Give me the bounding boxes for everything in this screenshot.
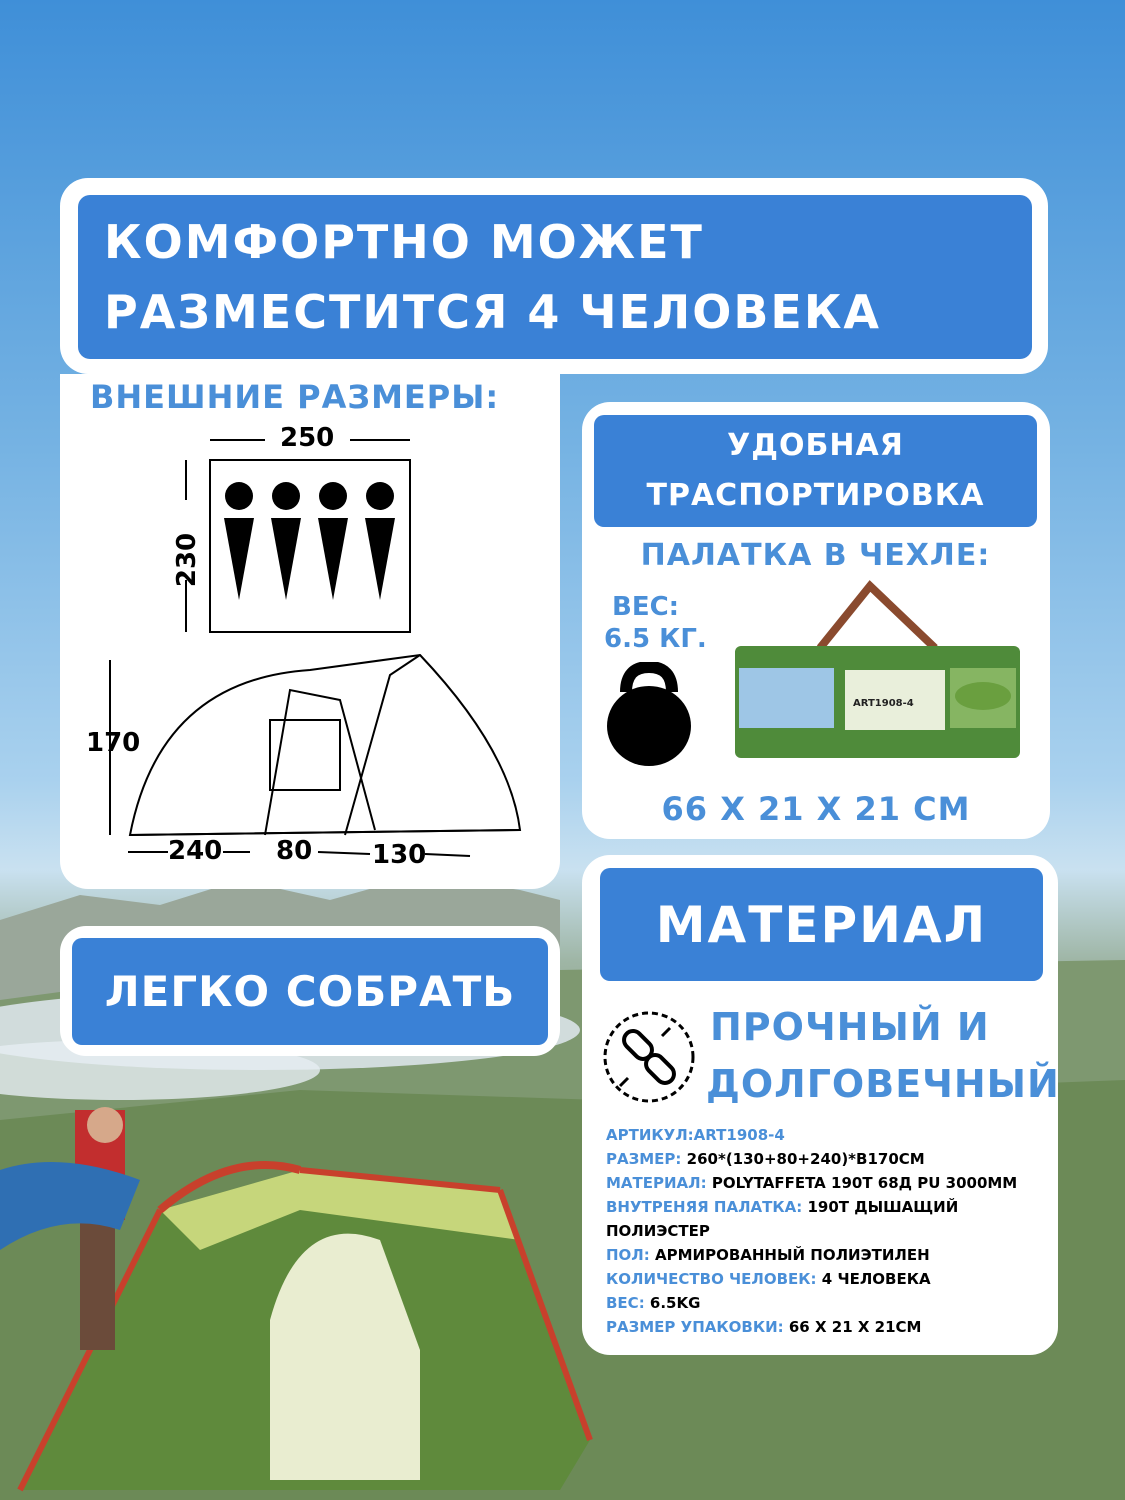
- dimensions-title: ВНЕШНИЕ РАЗМЕРЫ:: [90, 378, 500, 416]
- material-banner: [600, 868, 1043, 981]
- transport-title-line2: ТРАСПОРТИРОВКА: [646, 478, 985, 513]
- pack-size: 66 X 21 X 21 CM: [661, 790, 971, 828]
- weight-line2: 6.5 КГ.: [604, 624, 707, 654]
- headline-line2: РАЗМЕСТИТСЯ 4 ЧЕЛОВЕКА: [104, 285, 882, 339]
- tent-bag-image: [735, 578, 1020, 760]
- kettlebell-icon: [604, 662, 694, 768]
- length-segment-2: 80: [276, 836, 313, 866]
- broken-chain-icon: [602, 1010, 696, 1104]
- material-tagline-line2: ДОЛГОВЕЧНЫЙ: [706, 1062, 1060, 1106]
- floor-width-label: 250: [280, 423, 335, 453]
- transport-banner: [594, 415, 1037, 527]
- material-title: МАТЕРИАЛ: [655, 895, 988, 954]
- spec-size: РАЗМЕР: 260*(130+80+240)*B170CM: [606, 1150, 925, 1168]
- assembly-label: ЛЕГКО СОБРАТЬ: [104, 967, 516, 1016]
- tent-dimensions-diagram: [90, 420, 550, 880]
- spec-floor: ПОЛ: АРМИРОВАННЫЙ ПОЛИЭТИЛЕН: [606, 1246, 930, 1264]
- bag-label: ART1908-4: [853, 698, 914, 709]
- headline-banner: [78, 195, 1032, 359]
- spec-pack-size: РАЗМЕР УПАКОВКИ: 66 X 21 X 21CM: [606, 1318, 922, 1336]
- spec-list: [606, 1123, 1046, 1339]
- weight-line1: ВЕС:: [612, 592, 680, 622]
- tent-photo: [0, 1090, 600, 1500]
- spec-material: МАТЕРИАЛ: POLYTAFFETA 190T 68Д PU 3000MM: [606, 1174, 1018, 1192]
- assembly-banner: [72, 938, 548, 1045]
- height-label: 170: [86, 728, 141, 758]
- length-segment-3: 130: [372, 840, 427, 870]
- spec-capacity: КОЛИЧЕСТВО ЧЕЛОВЕК: 4 ЧЕЛОВЕКА: [606, 1270, 931, 1288]
- headline-line1: КОМФОРТНО МОЖЕТ: [104, 215, 704, 269]
- material-tagline-line1: ПРОЧНЫЙ И: [710, 1005, 990, 1049]
- spec-weight: ВЕС: 6.5KG: [606, 1294, 701, 1312]
- transport-title-line1: УДОБНАЯ: [727, 428, 904, 463]
- spec-inner-tent: ВНУТРЕНЯЯ ПАЛАТКА: 190T ДЫШАЩИЙ ПОЛИЭСТЕР: [606, 1198, 959, 1240]
- spec-article: АРТИКУЛ:ART1908-4: [606, 1126, 785, 1144]
- transport-subtitle: ПАЛАТКА В ЧЕХЛЕ:: [640, 538, 991, 573]
- length-segment-1: 240: [168, 836, 223, 866]
- floor-depth-label: 230: [172, 532, 203, 588]
